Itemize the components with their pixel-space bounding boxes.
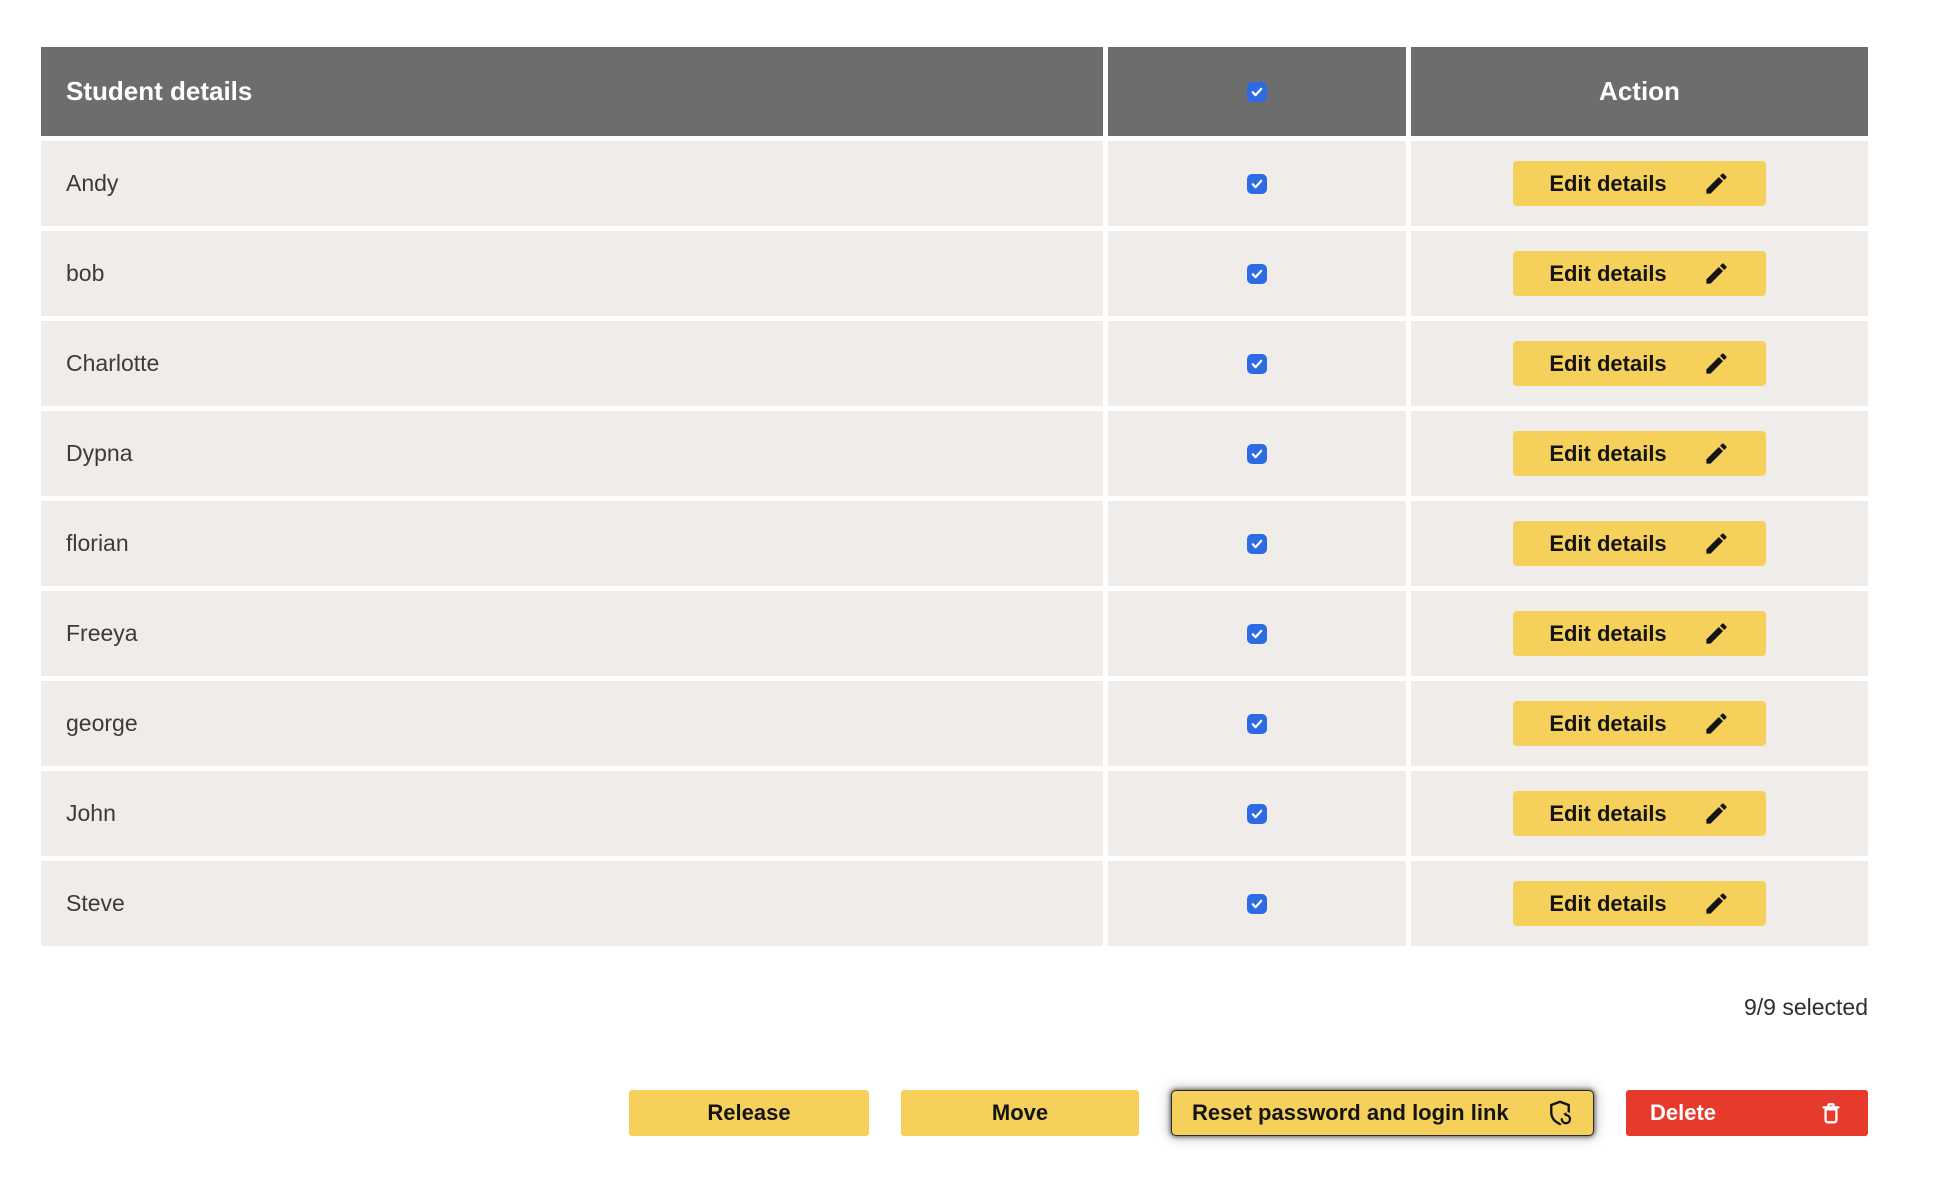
student-name-cell: george bbox=[41, 681, 1103, 766]
edit-details-button[interactable] bbox=[1513, 701, 1766, 746]
edit-details-label: Edit details bbox=[1549, 170, 1667, 196]
pencil-icon bbox=[1703, 890, 1730, 917]
student-name-cell: florian bbox=[41, 501, 1103, 586]
pencil-icon bbox=[1703, 710, 1730, 737]
student-name-cell: Freeya bbox=[41, 591, 1103, 676]
row-checkbox-cell bbox=[1108, 141, 1406, 226]
row-action-cell bbox=[1411, 861, 1868, 946]
shield-refresh-icon bbox=[1545, 1098, 1575, 1128]
row-checkbox-cell bbox=[1108, 861, 1406, 946]
checkmark-icon bbox=[1250, 447, 1264, 461]
edit-details-button[interactable] bbox=[1513, 791, 1766, 836]
edit-details-button[interactable] bbox=[1513, 881, 1766, 926]
edit-details-button[interactable] bbox=[1513, 611, 1766, 656]
edit-details-label: Edit details bbox=[1549, 440, 1667, 466]
edit-details-label: Edit details bbox=[1549, 260, 1667, 286]
row-checkbox-cell bbox=[1108, 771, 1406, 856]
edit-details-label: Edit details bbox=[1549, 530, 1667, 556]
row-action-cell bbox=[1411, 591, 1868, 676]
edit-details-button[interactable] bbox=[1513, 521, 1766, 566]
edit-details-label: Edit details bbox=[1549, 620, 1667, 646]
row-action-cell bbox=[1411, 141, 1868, 226]
checkmark-icon bbox=[1250, 897, 1264, 911]
checkmark-icon bbox=[1250, 267, 1264, 281]
row-checkbox[interactable] bbox=[1247, 714, 1267, 734]
row-checkbox-cell bbox=[1108, 321, 1406, 406]
row-checkbox[interactable] bbox=[1247, 444, 1267, 464]
student-name-cell: Dypna bbox=[41, 411, 1103, 496]
row-checkbox[interactable] bbox=[1247, 354, 1267, 374]
edit-details-label: Edit details bbox=[1549, 890, 1667, 916]
row-checkbox[interactable] bbox=[1247, 804, 1267, 824]
checkmark-icon bbox=[1250, 357, 1264, 371]
edit-details-label: Edit details bbox=[1549, 800, 1667, 826]
pencil-icon bbox=[1703, 620, 1730, 647]
pencil-icon bbox=[1703, 170, 1730, 197]
reset-password-button[interactable] bbox=[1171, 1090, 1594, 1136]
checkmark-icon bbox=[1250, 85, 1264, 99]
row-checkbox[interactable] bbox=[1247, 534, 1267, 554]
row-action-cell bbox=[1411, 681, 1868, 766]
delete-label: Delete bbox=[1650, 1100, 1717, 1125]
row-checkbox-cell bbox=[1108, 231, 1406, 316]
row-action-cell bbox=[1411, 771, 1868, 856]
release-button[interactable] bbox=[629, 1090, 869, 1136]
student-name-cell: Andy bbox=[41, 141, 1103, 226]
pencil-icon bbox=[1703, 440, 1730, 467]
row-checkbox-cell bbox=[1108, 411, 1406, 496]
student-name-cell: bob bbox=[41, 231, 1103, 316]
edit-details-button[interactable] bbox=[1513, 161, 1766, 206]
checkmark-icon bbox=[1250, 177, 1264, 191]
row-action-cell bbox=[1411, 231, 1868, 316]
pencil-icon bbox=[1703, 350, 1730, 377]
row-checkbox-cell bbox=[1108, 501, 1406, 586]
column-header-student-details: Student details bbox=[41, 47, 1103, 136]
edit-details-label: Edit details bbox=[1549, 710, 1667, 736]
delete-button[interactable] bbox=[1626, 1090, 1868, 1136]
student-name-cell: John bbox=[41, 771, 1103, 856]
pencil-icon bbox=[1703, 800, 1730, 827]
row-action-cell bbox=[1411, 321, 1868, 406]
row-checkbox[interactable] bbox=[1247, 624, 1267, 644]
pencil-icon bbox=[1703, 530, 1730, 557]
column-header-select bbox=[1108, 47, 1406, 136]
row-checkbox-cell bbox=[1108, 681, 1406, 766]
edit-details-button[interactable] bbox=[1513, 431, 1766, 476]
pencil-icon bbox=[1703, 260, 1730, 287]
move-button[interactable] bbox=[901, 1090, 1139, 1136]
checkmark-icon bbox=[1250, 717, 1264, 731]
edit-details-label: Edit details bbox=[1549, 350, 1667, 376]
select-all-checkbox[interactable] bbox=[1247, 82, 1267, 102]
row-checkbox[interactable] bbox=[1247, 894, 1267, 914]
edit-details-button[interactable] bbox=[1513, 251, 1766, 296]
student-name-cell: Steve bbox=[41, 861, 1103, 946]
selected-count: 9/9 selected bbox=[1743, 994, 1868, 1020]
column-header-action: Action bbox=[1411, 47, 1868, 136]
trash-icon bbox=[1818, 1100, 1844, 1126]
row-checkbox[interactable] bbox=[1247, 264, 1267, 284]
students-table bbox=[41, 47, 1868, 946]
checkmark-icon bbox=[1250, 627, 1264, 641]
row-action-cell bbox=[1411, 501, 1868, 586]
row-checkbox-cell bbox=[1108, 591, 1406, 676]
student-name-cell: Charlotte bbox=[41, 321, 1103, 406]
reset-password-label: Reset password and login link bbox=[1192, 1100, 1509, 1125]
release-label: Release bbox=[707, 1100, 791, 1125]
row-action-cell bbox=[1411, 411, 1868, 496]
edit-details-button[interactable] bbox=[1513, 341, 1766, 386]
bulk-actions-bar bbox=[629, 1090, 1868, 1136]
checkmark-icon bbox=[1250, 537, 1264, 551]
move-label: Move bbox=[991, 1100, 1049, 1125]
row-checkbox[interactable] bbox=[1247, 174, 1267, 194]
checkmark-icon bbox=[1250, 807, 1264, 821]
